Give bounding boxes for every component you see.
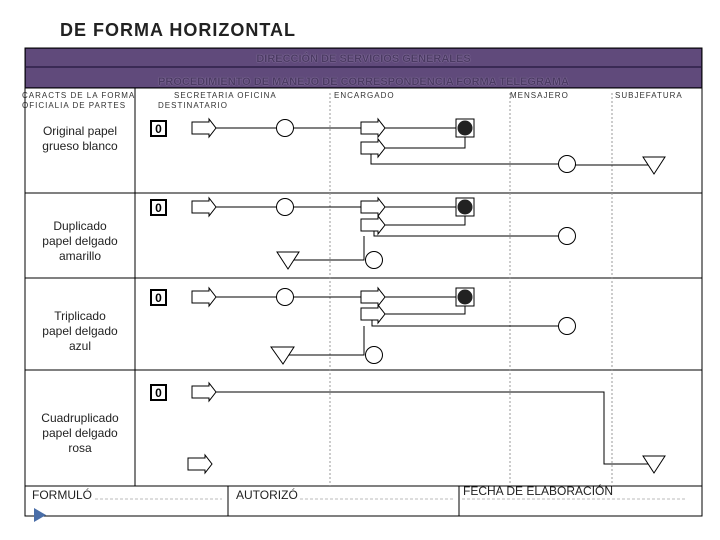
row-label-line: papel delgado (42, 426, 118, 440)
footer-autorizo: AUTORIZÓ (236, 488, 298, 502)
transport-arrow (361, 139, 385, 157)
procedure-header: PROCEDIMIENTO DE MANEJO DE CORRESPONDENCIA FORMA TELEGRAMA (25, 67, 702, 88)
inspection-symbol (456, 198, 474, 216)
transport-arrow (361, 288, 385, 306)
connector (288, 236, 364, 260)
row-label-line: Duplicado (53, 219, 107, 233)
transport-arrow (361, 305, 385, 323)
footer-formulo: FORMULÓ (32, 488, 92, 502)
row-label-line: papel delgado (42, 324, 118, 338)
table-border (25, 48, 702, 516)
row-label-line: rosa (68, 441, 92, 455)
origin-box-label: 0 (155, 386, 162, 400)
operation-circle (366, 252, 383, 269)
row-label-line: grueso blanco (42, 139, 118, 153)
column-characteristics-line1: CARACTS DE LA FORMA (22, 91, 136, 100)
connector (216, 392, 654, 464)
origin-box (151, 385, 166, 400)
transport-arrow (192, 198, 216, 216)
connector (374, 215, 567, 236)
slide-marker-icon (34, 508, 46, 522)
operation-circle (559, 318, 576, 335)
row-label-line: Cuadruplicado (41, 411, 119, 425)
origin-boxes (151, 121, 166, 400)
column-subjefatura: SUBJEFATURA (615, 91, 683, 100)
origin-box (151, 121, 166, 136)
transport-arrow (192, 119, 216, 137)
row-label-line: papel delgado (42, 234, 118, 248)
inspection-symbol (456, 288, 474, 306)
row-label-line: Original papel (42, 124, 118, 138)
row-label-line: Triplicado (54, 309, 106, 323)
operation-circle (559, 156, 576, 173)
origin-box-label: 0 (155, 122, 162, 136)
transport-arrow (361, 216, 385, 234)
column-secretaria-line2: DESTINATARIO (158, 101, 228, 110)
transport-arrow (192, 288, 216, 306)
operation-circle (277, 199, 294, 216)
transport-arrow (361, 119, 385, 137)
operation-circles (277, 120, 576, 364)
row-label-line: azul (68, 339, 91, 353)
inspection-symbol (456, 119, 474, 137)
origin-box-label: 0 (155, 291, 162, 305)
slide-title: DE FORMA HORIZONTAL (60, 20, 296, 40)
operation-circle (559, 228, 576, 245)
row-label-line: amarillo (58, 249, 101, 263)
origin-box (151, 200, 166, 215)
transport-arrow (361, 198, 385, 216)
operation-circle (277, 289, 294, 306)
connector (372, 305, 567, 326)
table-grid (25, 48, 702, 516)
footer-fecha: FECHA DE ELABORACIÓN (463, 484, 614, 498)
operation-circle (366, 347, 383, 364)
transport-arrow (188, 455, 212, 473)
transport-arrow (192, 383, 216, 401)
origin-box (151, 290, 166, 305)
column-mensajero: MENSAJERO (510, 91, 569, 100)
department-header: DIRECCIÓN DE SERVICIOS GENERALES (25, 48, 702, 67)
column-characteristics-line2: OFICIALIA DE PARTES (22, 101, 127, 110)
column-encargado: ENCARGADO (334, 91, 395, 100)
operation-circle (277, 120, 294, 137)
column-secretaria-line1: SECRETARIA OFICINA (174, 91, 277, 100)
connector (283, 326, 364, 355)
origin-box-label: 0 (155, 201, 162, 215)
